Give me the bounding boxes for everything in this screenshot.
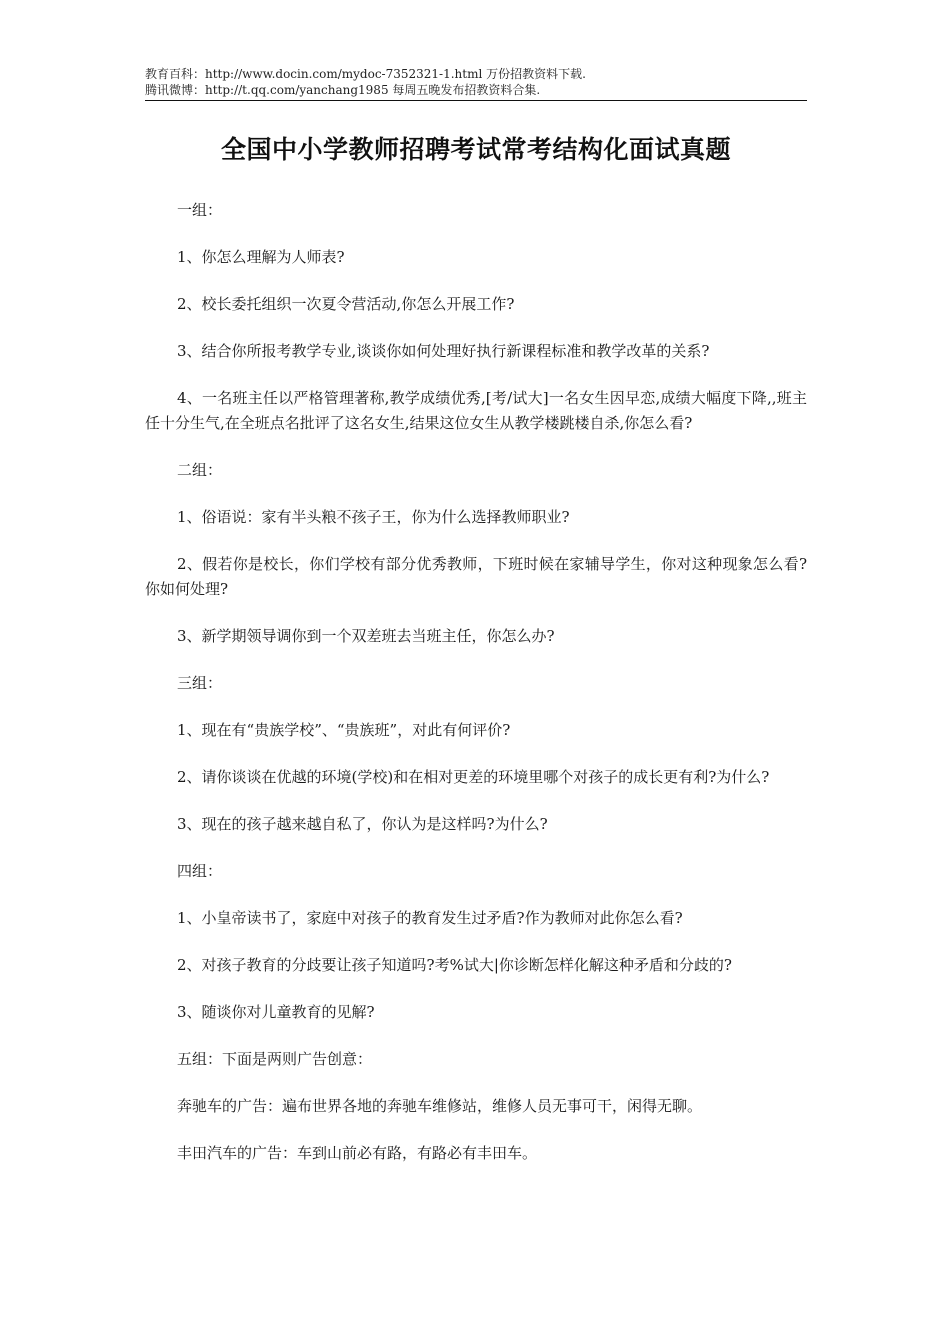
paragraph-group1-heading: 一组： xyxy=(177,201,223,219)
paragraph-group1-q2: 2、校长委托组织一次夏令营活动,你怎么开展工作? xyxy=(177,295,515,313)
paragraph-group1-q4: 4、一名班主任以严格管理著称,教学成绩优秀,[考/试大]一名女生因早恋,成绩大幅度下降,,班主任十分生气,在全班点名批评了这名女生,结果这位女生从教学楼跳楼自杀,你怎么看? xyxy=(145,389,807,432)
paragraph-group2-q1: 1、俗语说：家有半头粮不孩子王，你为什么选择教师职业? xyxy=(177,508,570,526)
paragraph-group2-heading: 二组： xyxy=(177,461,223,479)
paragraph-group2-q2: 2、假若你是校长，你们学校有部分优秀教师，下班时候在家辅导学生，你对这种现象怎么看?你如何处理? xyxy=(145,555,807,598)
paragraph-group3-heading: 三组： xyxy=(177,674,223,692)
paragraph-group5-heading: 五组：下面是两则广告创意： xyxy=(177,1050,373,1068)
paragraph-group1-q3: 3、结合你所报考教学专业,谈谈你如何处理好执行新课程标准和教学改革的关系? xyxy=(177,342,710,360)
paragraph-group3-q1: 1、现在有“贵族学校”、“贵族班”，对此有何评价? xyxy=(177,721,511,739)
paragraph-group4-heading: 四组： xyxy=(177,862,223,880)
paragraph-group3-q3: 3、现在的孩子越来越自私了，你认为是这样吗?为什么? xyxy=(177,815,548,833)
paragraph-benz-ad: 奔驰车的广告：遍布世界各地的奔驰车维修站，维修人员无事可干，闲得无聊。 xyxy=(177,1097,703,1115)
paragraph-group1-q1: 1、你怎么理解为人师表? xyxy=(177,248,345,266)
page-header xyxy=(145,66,807,101)
paragraph-toyota-ad: 丰田汽车的广告：车到山前必有路，有路必有丰田车。 xyxy=(177,1144,538,1162)
paragraph-group2-q3: 3、新学期领导调你到一个双差班去当班主任，你怎么办? xyxy=(177,627,555,645)
document-body xyxy=(145,198,807,1188)
paragraph-group3-q2: 2、请你谈谈在优越的环境(学校)和在相对更差的环境里哪个对孩子的成长更有利?为什么? xyxy=(177,768,770,786)
header-line-weibo: 腾讯微博：http://t.qq.com/yanchang1985 每周五晚发布招教资料合集. xyxy=(145,83,541,97)
paragraph-group4-q1: 1、小皇帝读书了，家庭中对孩子的教育发生过矛盾?作为教师对此你怎么看? xyxy=(177,909,683,927)
paragraph-group4-q3: 3、随谈你对儿童教育的见解? xyxy=(177,1003,375,1021)
document-title: 全国中小学教师招聘考试常考结构化面试真题 xyxy=(220,135,731,164)
header-line-baike: 教育百科：http://www.docin.com/mydoc-7352321-1.html 万份招教资料下载. xyxy=(145,67,586,81)
paragraph-group4-q2: 2、对孩子教育的分歧要让孩子知道吗?考%试大|你诊断怎样化解这种矛盾和分歧的? xyxy=(177,956,732,974)
